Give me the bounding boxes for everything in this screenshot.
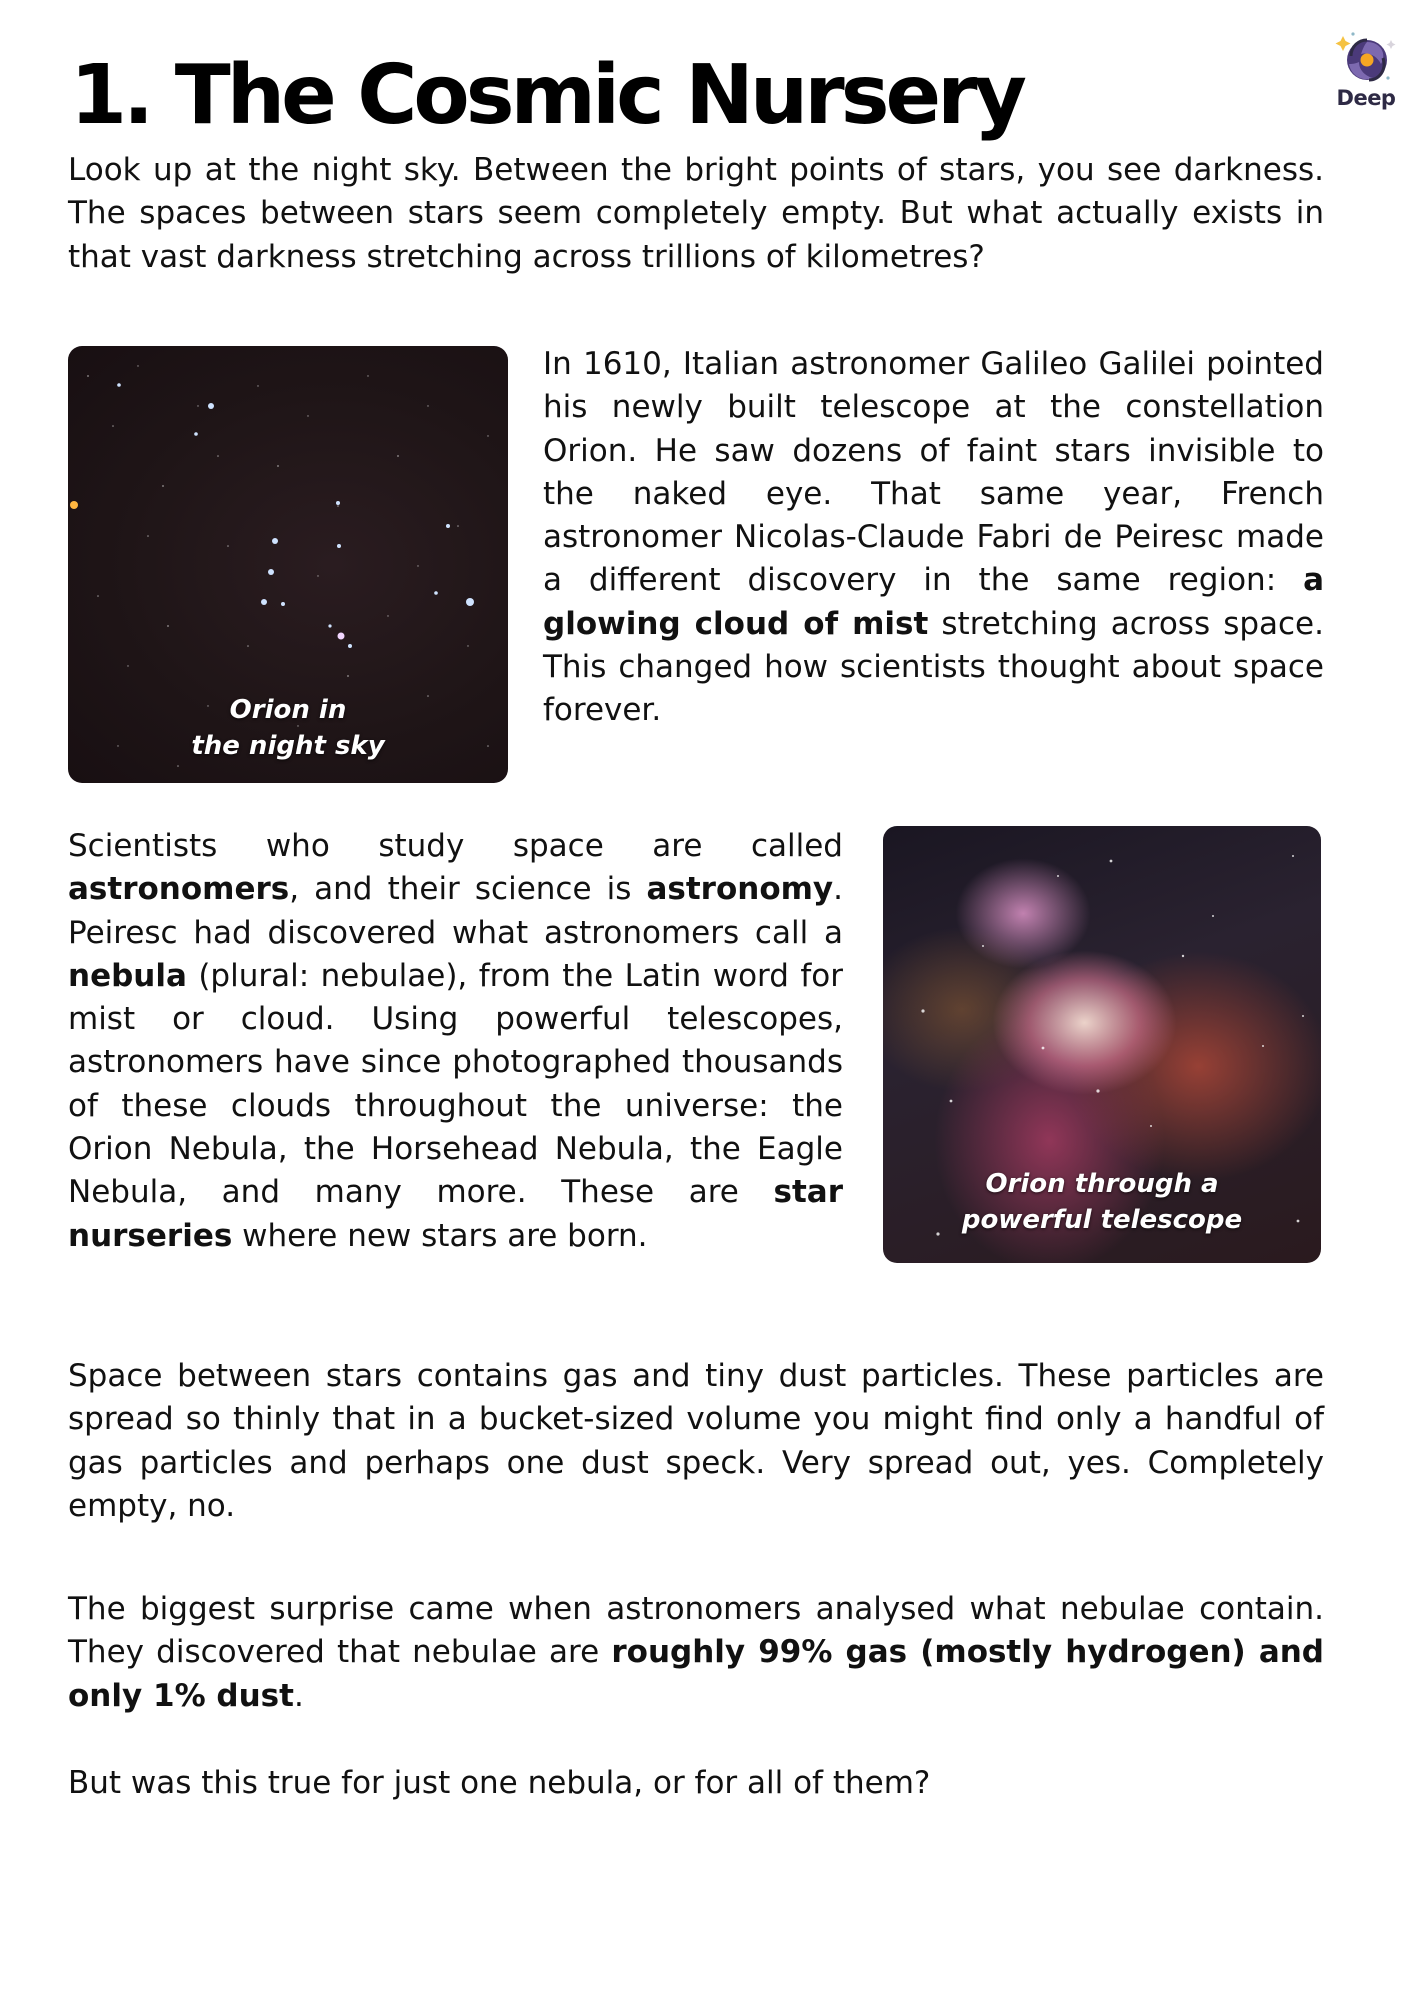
galaxy-spiral-icon xyxy=(1333,28,1399,90)
page-title: 1. The Cosmic Nursery xyxy=(70,48,1024,143)
orion-nebula-image xyxy=(883,826,1321,1263)
orion-night-sky-image xyxy=(68,346,508,783)
logo-label: Deep xyxy=(1336,86,1396,110)
interstellar-medium-paragraph: Space between stars contains gas and tiny dust particles. These particles are spread so thinly that in a bucket-sized volume you might find only a handful of gas particles and perhaps one dust speck. Very spread out, yes. Completely empty, no. xyxy=(68,1358,1324,1524)
intro-paragraph: Look up at the night sky. Between the bright points of stars, you see darkness. The spaces between stars seem completely empty. But what actually exists in that vast darkness stretching across trillions of kilometres? xyxy=(68,152,1324,275)
closing-question: But was this true for just one nebula, or for all of them? xyxy=(68,1765,931,1801)
figure-caption: Orion through a powerful telescope xyxy=(961,1169,1243,1235)
deep-logo xyxy=(1330,28,1402,116)
history-paragraph: In 1610, Italian astronomer Galileo Galilei pointed his newly built telescope at the constellation Orion. He saw dozens of faint stars invisible to the naked eye. That same year, French astronomer Nicolas-Claude Fabri de Peiresc made a different discovery in the same region: a glowing cloud of mist stretching across space. This changed how scientists thought about space forever. xyxy=(543,346,1324,729)
figure-caption: Orion in the night sky xyxy=(191,695,385,761)
nebula-definition-paragraph: Scientists who study space are called astronomers, and their science is astronomy. Peiresc had discovered what astronomers call a nebula (plural: nebulae), from the Latin word for mist or cloud. Using powerful telescopes, astronomers have since photographed thousands of these clouds throughout the universe: the Orion Nebula, the Horsehead Nebula, the Eagle Nebula, and many more. These are star nurseries where new stars are born. xyxy=(68,828,843,1254)
composition-paragraph: The biggest surprise came when astronomers analysed what nebulae contain. They discovered that nebulae are roughly 99% gas (mostly hydrogen) and only 1% dust. xyxy=(68,1591,1324,1714)
